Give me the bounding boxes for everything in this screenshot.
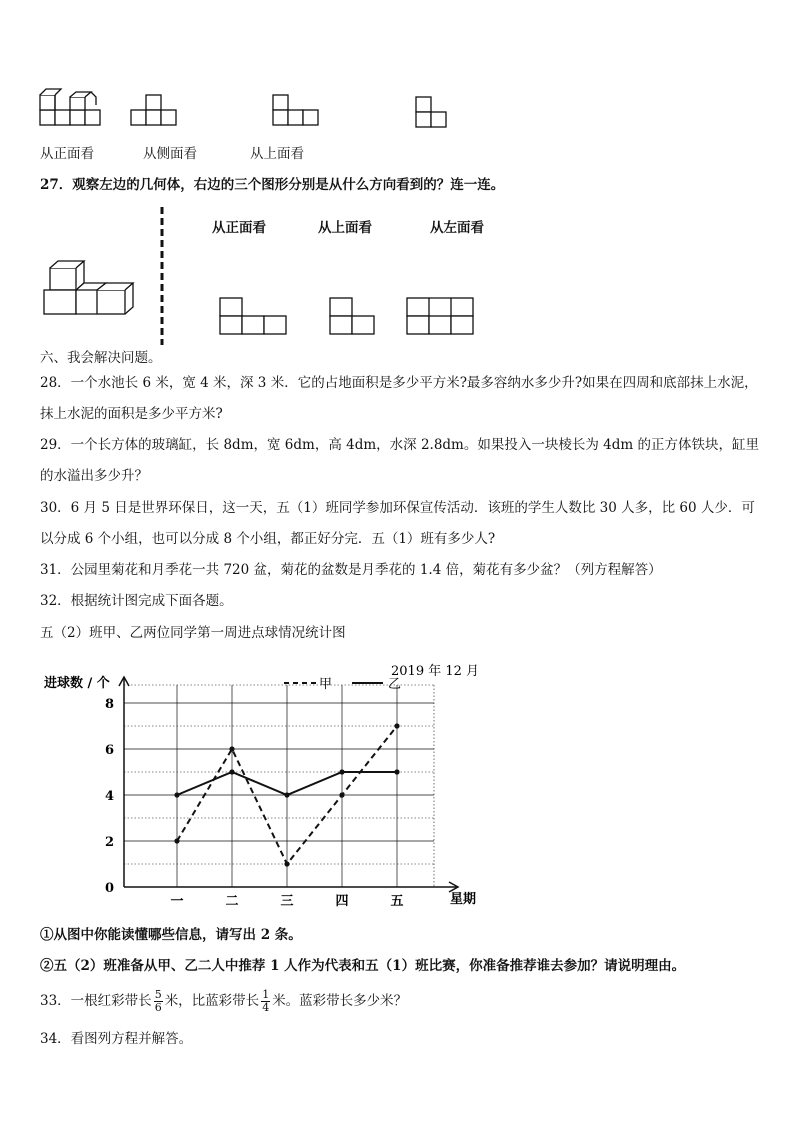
question-28-line-1: 28．一个水池长 6 米，宽 4 米，深 3 米．它的占地面积是多少平方米?最多容纳水多少升?如果在四周和底部抹上水泥， — [40, 375, 758, 391]
top-view-shape-1 — [130, 93, 180, 128]
fraction-2-denominator: 4 — [262, 1001, 270, 1014]
date-label: 2019 年 12 月 — [391, 664, 480, 679]
question-34: 34．看图列方程并解答。 — [40, 1031, 193, 1047]
x-tick-label: 二 — [225, 894, 239, 909]
question-29-line-2: 的水溢出多少升？ — [40, 468, 148, 484]
goal-line-chart — [40, 655, 500, 915]
data-point-yi — [174, 792, 179, 797]
data-point-yi — [284, 792, 289, 797]
question-30-line-1: 30．6 月 5 日是世界环保日，这一天，五（1）班同学参加环保宣传活动．该班的学生人数比 30 人多，比 60 人少．可 — [40, 500, 755, 516]
y-tick-label: 0 — [104, 881, 114, 896]
legend-yi-label: 乙 — [388, 677, 402, 692]
data-point-jia — [174, 838, 179, 843]
fraction-1-denominator: 6 — [154, 1001, 162, 1014]
y-tick-label: 2 — [104, 835, 114, 850]
question-28-line-2: 抹上水泥的面积是多少平方米? — [40, 406, 223, 422]
fraction-2-numerator: 1 — [262, 988, 270, 1001]
data-point-yi — [339, 769, 344, 774]
x-axis-title: 星期 — [450, 892, 477, 907]
view-label-top: 从上面看 — [250, 146, 304, 162]
q27-label-front: 从正面看 — [212, 220, 266, 236]
y-axis-title: 进球数 / 个 — [44, 676, 110, 691]
top-solid-figure — [38, 85, 103, 130]
top-view-shape-3 — [415, 93, 450, 133]
question-32-sub-2: ②五（2）班准备从甲、乙二人中推荐 1 人作为代表和五（1）班比赛，你准备推荐谁去参加？请说明理由。 — [40, 958, 686, 974]
data-point-jia — [229, 746, 234, 751]
question-32: 32．根据统计图完成下面各题。 — [40, 593, 233, 609]
y-tick-label: 8 — [104, 697, 114, 712]
x-tick-label: 四 — [335, 894, 349, 909]
q27-view-shape-3 — [405, 296, 477, 336]
x-tick-label: 一 — [170, 894, 184, 909]
top-view-shape-2 — [272, 93, 322, 128]
q27-solid-figure — [40, 258, 140, 320]
question-32-sub-1: ①从图中你能读懂哪些信息，请写出 2 条。 — [40, 927, 302, 943]
legend-jia-label: 甲 — [319, 677, 333, 692]
q33-suffix: 米。蓝彩带长多少米？ — [272, 993, 408, 1009]
data-point-jia — [339, 792, 344, 797]
question-29-line-1: 29．一个长方体的玻璃缸，长 8dm，宽 6dm，高 4dm，水深 2.8dm。如果投入一块棱长为 4dm 的正方体铁块，缸里 — [40, 437, 759, 453]
question-30-line-2: 以分成 6 个小组，也可以分成 8 个小组，都正好分完．五（1）班有多少人? — [40, 531, 496, 547]
x-tick-label: 五 — [390, 894, 404, 909]
question-31: 31．公园里菊花和月季花一共 720 盆，菊花的盆数是月季花的 1.4 倍，菊花有多少盆？（列方程解答） — [40, 562, 662, 578]
q33-prefix: 33．一根红彩带长 — [40, 993, 152, 1009]
fraction-one-fourth — [261, 989, 270, 1014]
view-label-side: 从侧面看 — [143, 146, 197, 162]
data-point-yi — [394, 769, 399, 774]
y-tick-label: 4 — [104, 789, 114, 804]
divider-dashed-line — [160, 207, 164, 347]
question-27: 27．观察左边的几何体，右边的三个图形分别是从什么方向看到的？连一连。 — [40, 177, 505, 193]
data-point-jia — [284, 861, 289, 866]
data-point-yi — [229, 769, 234, 774]
q27-view-shape-2 — [328, 296, 378, 336]
chart-caption: 五（2）班甲、乙两位同学第一周进点球情况统计图 — [40, 625, 346, 641]
section-6-title: 六、我会解决问题。 — [40, 350, 162, 366]
q33-middle: 米，比蓝彩带长 — [164, 993, 260, 1009]
q27-label-top: 从上面看 — [318, 220, 372, 236]
question-33 — [40, 989, 407, 1014]
q27-view-shape-1 — [218, 296, 290, 336]
data-point-jia — [394, 723, 399, 728]
q27-label-left: 从左面看 — [430, 220, 484, 236]
fraction-1-numerator: 5 — [154, 988, 162, 1001]
x-tick-label: 三 — [280, 894, 294, 909]
y-tick-label: 6 — [104, 743, 114, 758]
view-label-front: 从正面看 — [40, 146, 94, 162]
fraction-five-sixths — [154, 989, 163, 1014]
